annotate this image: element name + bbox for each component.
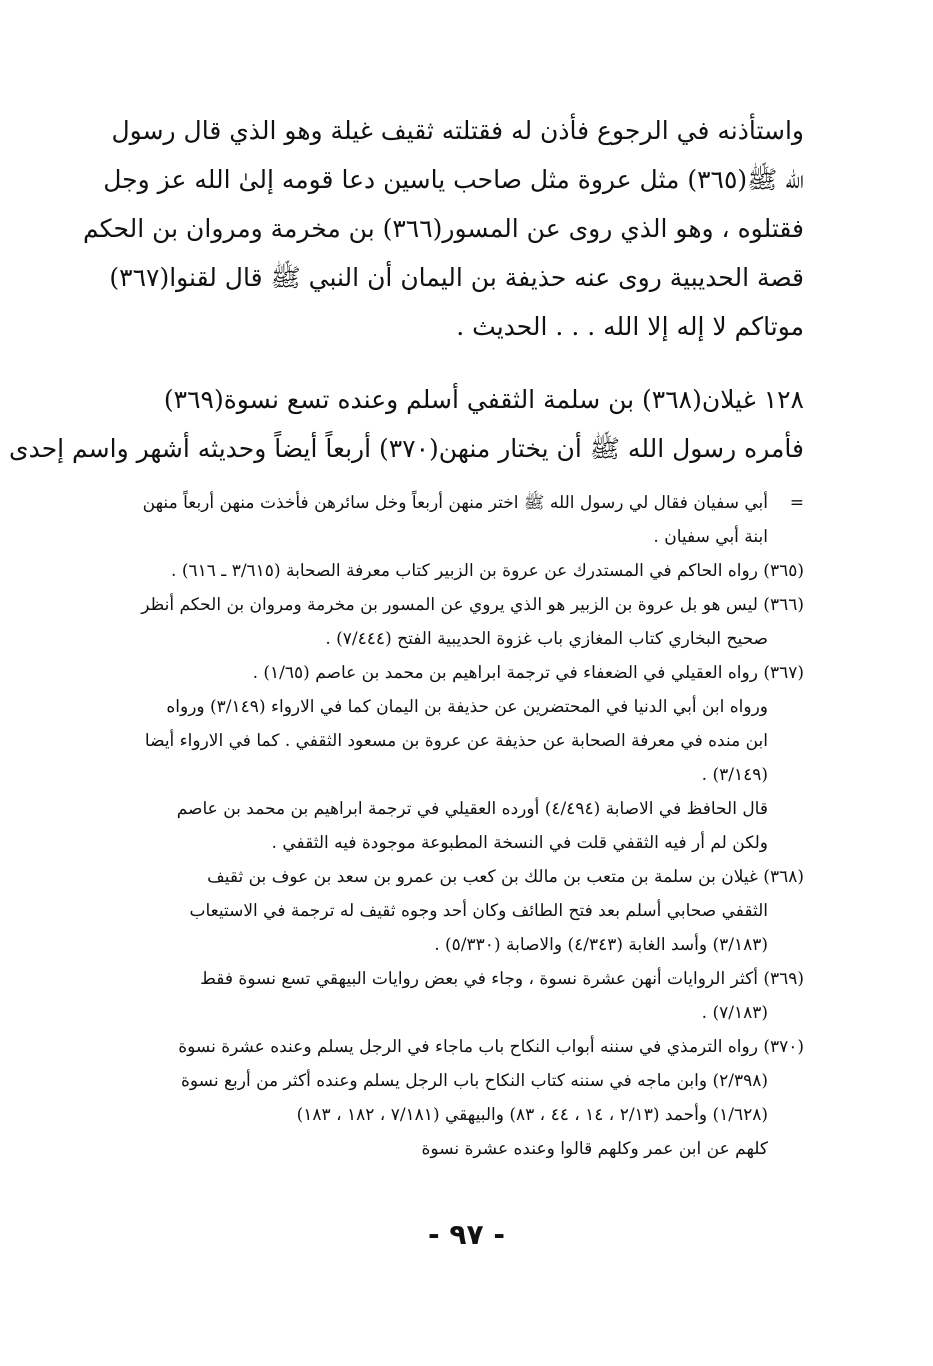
footnote-line: (٣/١٨٣) وأسد الغابة (٤/٣٤٣) والاصابة (٥/٣٣٠) . — [434, 935, 768, 955]
footnote-line: (٣٦٧) رواه العقيلي في الضعفاء في ترجمة ابراهيم بن محمد بن عاصم (١/٦٥) . — [252, 663, 804, 683]
footnote-line: (٣٧٠) رواه الترمذي في سننه أبواب النكاح باب ماجاء في الرجل يسلم وعنده عشرة نسوة — [178, 1037, 804, 1057]
footnote-line: ورواه ابن أبي الدنيا في المحتضرين عن حذيفة بن اليمان كما في الارواء (٣/١٤٩) ورواه — [166, 697, 768, 717]
footnote-line: ابنة أبي سفيان . — [653, 527, 768, 547]
footnote-line: (٣/١٤٩) . — [701, 765, 768, 785]
main-text — [9, 106, 804, 473]
footnote-366 — [104, 588, 804, 656]
footnote-line: قال الحافظ في الاصابة (٤/٤٩٤) أورده العقيلي في ترجمة ابراهيم بن محمد بن عاصم — [176, 799, 768, 819]
footnote-line: (٣٦٨) غيلان بن سلمة بن متعب بن مالك بن كعب بن عمرو بن سعد بن عوف بن ثقيف — [207, 867, 804, 887]
footnote-line: ابن منده في معرفة الصحابة عن حذيفة عن عروة بن مسعود الثقفي . كما في الارواء أيضا — [144, 731, 768, 751]
main-line: الله ﷺ(٣٦٥) مثل عروة مثل صاحب ياسين دعا قومه إلىٰ الله عز وجل — [103, 165, 804, 194]
footnote-368 — [104, 860, 804, 962]
main-line: موتاكم لا إله إلا الله . . . الحديث . — [456, 312, 804, 341]
footnote-365 — [104, 554, 804, 588]
footnote-line: صحيح البخاري كتاب المغازي باب غزوة الحديبية الفتح (٧/٤٤٤) . — [325, 629, 768, 649]
footnote-line: الثقفي صحابي أسلم بعد فتح الطائف وكان أحد وجوه ثقيف له ترجمة في الاستيعاب — [189, 901, 768, 921]
footnote-line: ولكن لم أر فيه الثقفي قلت في النسخة المطبوعة موجودة فيه الثقفي . — [271, 833, 768, 853]
footnote-369 — [104, 962, 804, 1030]
continuation-marker: = — [789, 493, 804, 513]
footnote-line: كلهم عن ابن عمر وكلهم قالوا وعنده عشرة نسوة — [421, 1139, 768, 1159]
paragraph-gap — [104, 351, 804, 375]
footnote-370 — [104, 1030, 804, 1166]
footnotes — [104, 486, 804, 1166]
page-number: - ٩٧ - — [428, 1218, 505, 1251]
entry-128-line: فأمره رسول الله ﷺ أن يختار منهن(٣٧٠) أربعاً أيضاً وحديثه أشهر واسم إحدى — [9, 434, 804, 463]
footnote-line: (٣٦٩) أكثر الروايات أنهن عشرة نسوة ، وجاء في بعض روايات البيهقي تسع نسوة فقط — [200, 969, 804, 989]
main-line: فقتلوه ، وهو الذي روى عن المسور(٣٦٦) بن مخرمة ومروان بن الحكم — [83, 214, 804, 243]
footnote-continuation — [104, 486, 804, 554]
footnote-367 — [104, 656, 804, 860]
main-line: قصة الحديبية روى عنه حذيفة بن اليمان أن النبي ﷺ قال لقنوا(٣٦٧) — [109, 263, 804, 292]
footnote-line: (٣٦٦) ليس هو بل عروة بن الزبير هو الذي يروي عن المسور بن مخرمة ومروان بن الحكم أنظر — [141, 595, 804, 615]
footnote-line: (٣٦٥) رواه الحاكم في المستدرك عن عروة بن الزبير كتاب معرفة الصحابة (٣/٦١٥ ـ ٦١٦) . — [171, 561, 804, 581]
main-line: واستأذنه في الرجوع فأذن له فقتلته ثقيف غيلة وهو الذي قال رسول — [111, 116, 804, 145]
footnote-line: (٧/١٨٣) . — [701, 1003, 768, 1023]
footnote-line: (٢/٣٩٨) وابن ماجه في سننه كتاب النكاح باب الرجل يسلم وعنده أكثر من أربع نسوة — [180, 1071, 768, 1091]
entry-128-line: ١٢٨ غيلان(٣٦٨) بن سلمة الثقفي أسلم وعنده تسع نسوة(٣٦٩) — [163, 385, 804, 414]
footnote-line: =أبي سفيان فقال لي رسول الله ﷺ اختر منهن أربعاً وخل سائرهن فأخذت منهن أربعاً منهن — [104, 486, 804, 520]
footnote-line: (١/٦٢٨) وأحمد (٢/١٣ ، ١٤ ، ٤٤ ، ٨٣) والبيهقي (٧/١٨١ ، ١٨٢ ، ١٨٣) — [296, 1105, 768, 1125]
